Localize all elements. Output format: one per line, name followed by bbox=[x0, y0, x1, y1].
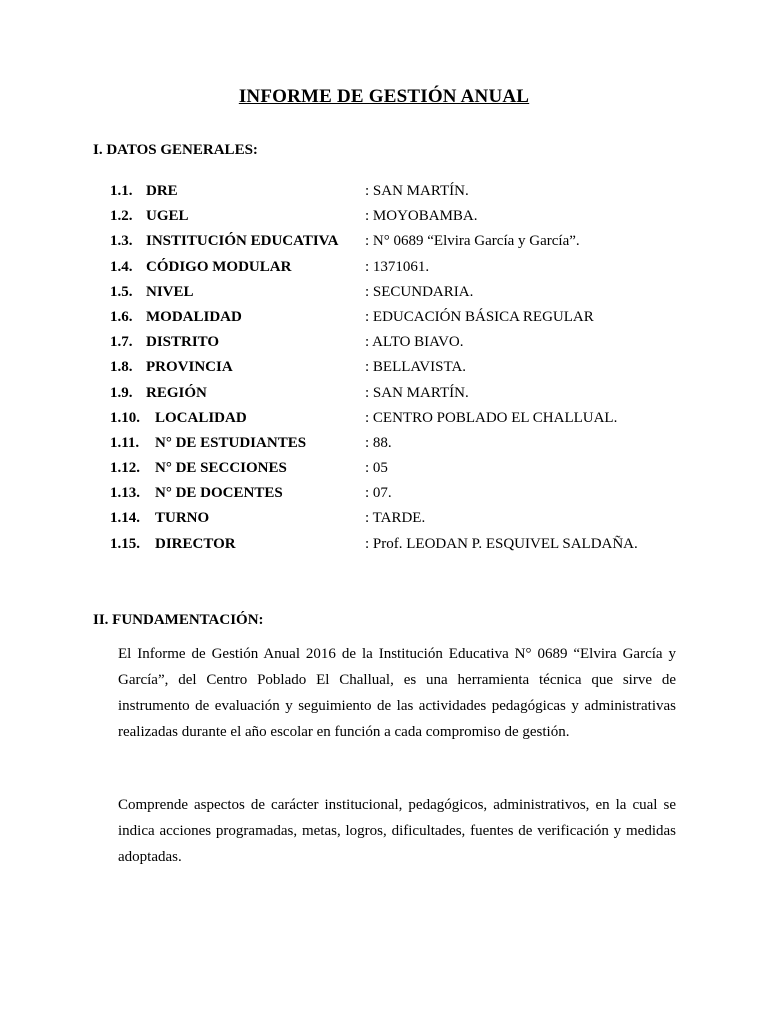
data-row bbox=[110, 460, 730, 485]
data-row bbox=[110, 233, 730, 258]
data-row bbox=[110, 385, 730, 410]
row-number: 1.4. bbox=[110, 258, 133, 275]
row-label: PROVINCIA bbox=[146, 359, 233, 376]
data-row bbox=[110, 334, 730, 359]
row-label: LOCALIDAD bbox=[155, 409, 247, 426]
row-number: 1.2. bbox=[110, 208, 133, 225]
section-heading-datos-generales: I. DATOS GENERALES: bbox=[93, 142, 258, 158]
row-label: DISTRITO bbox=[146, 334, 220, 351]
row-value: : 1371061. bbox=[365, 258, 430, 275]
data-row bbox=[110, 359, 730, 384]
data-row bbox=[110, 435, 730, 460]
row-value: : ALTO BIAVO. bbox=[365, 334, 464, 351]
data-row bbox=[110, 510, 730, 535]
row-label: N° DE SECCIONES bbox=[155, 460, 287, 477]
row-label: MODALIDAD bbox=[146, 308, 242, 325]
data-row bbox=[110, 183, 730, 208]
data-row bbox=[110, 284, 730, 309]
row-value: : SAN MARTÍN. bbox=[365, 384, 469, 401]
data-row bbox=[110, 309, 730, 334]
data-row bbox=[110, 536, 730, 561]
fundamentacion-paragraph-1: El Informe de Gestión Anual 2016 de la Institución Educativa N° 0689 “Elvira García y García”, del Centro Poblado El Challual, es una herramienta técnica que sirve de instrumento de evaluación y seguimiento de las actividades pedagógicas y administrativas realizadas durante el año escolar en función a cada compromiso de gestión. bbox=[118, 646, 676, 740]
row-value: : N° 0689 “Elvira García y García”. bbox=[365, 233, 580, 250]
data-row bbox=[110, 259, 730, 284]
row-number: 1.10. bbox=[110, 409, 140, 426]
row-label: INSTITUCIÓN EDUCATIVA bbox=[146, 233, 339, 250]
row-label: UGEL bbox=[146, 208, 189, 225]
section-heading-fundamentacion: II. FUNDAMENTACIÓN: bbox=[93, 612, 264, 628]
row-number: 1.11. bbox=[110, 434, 140, 451]
row-number: 1.9. bbox=[110, 384, 133, 401]
row-value: : BELLAVISTA. bbox=[365, 359, 467, 376]
row-label: TURNO bbox=[155, 510, 210, 527]
row-number: 1.14. bbox=[110, 510, 140, 527]
row-number: 1.15. bbox=[110, 535, 140, 552]
row-value: : 05 bbox=[365, 460, 388, 477]
row-number: 1.1. bbox=[110, 183, 133, 199]
row-label: N° DE ESTUDIANTES bbox=[155, 434, 307, 451]
row-value: : CENTRO POBLADO EL CHALLUAL. bbox=[365, 409, 618, 426]
row-value: : MOYOBAMBA. bbox=[365, 208, 478, 225]
fundamentacion-paragraph-2: Comprende aspectos de carácter institucional, pedagógicos, administrativos, en la cual se indica acciones programadas, metas, logros, dificultades, fuentes de verificación y medidas adoptadas. bbox=[118, 797, 676, 865]
row-value: : 07. bbox=[365, 485, 392, 502]
row-number: 1.8. bbox=[110, 359, 133, 376]
row-number: 1.7. bbox=[110, 334, 133, 351]
row-value: : 88. bbox=[365, 434, 392, 451]
row-label: CÓDIGO MODULAR bbox=[146, 258, 292, 275]
row-value: : Prof. LEODAN P. ESQUIVEL SALDAÑA. bbox=[365, 535, 638, 552]
row-value: : TARDE. bbox=[365, 510, 426, 527]
data-row bbox=[110, 208, 730, 233]
data-row bbox=[110, 410, 730, 435]
row-number: 1.6. bbox=[110, 308, 133, 325]
row-label: DRE bbox=[146, 183, 178, 199]
row-label: DIRECTOR bbox=[155, 535, 236, 552]
row-value: : SAN MARTÍN. bbox=[365, 183, 469, 199]
row-value: : SECUNDARIA. bbox=[365, 283, 474, 300]
data-row bbox=[110, 485, 730, 510]
row-label: REGIÓN bbox=[146, 384, 207, 401]
row-number: 1.13. bbox=[110, 485, 140, 502]
row-number: 1.5. bbox=[110, 283, 133, 300]
row-number: 1.12. bbox=[110, 460, 140, 477]
row-value: : EDUCACIÓN BÁSICA REGULAR bbox=[365, 308, 594, 325]
general-data-list bbox=[110, 183, 730, 561]
row-label: N° DE DOCENTES bbox=[155, 485, 283, 502]
document-title: INFORME DE GESTIÓN ANUAL bbox=[238, 86, 530, 107]
row-label: NIVEL bbox=[146, 283, 194, 300]
row-number: 1.3. bbox=[110, 233, 133, 250]
